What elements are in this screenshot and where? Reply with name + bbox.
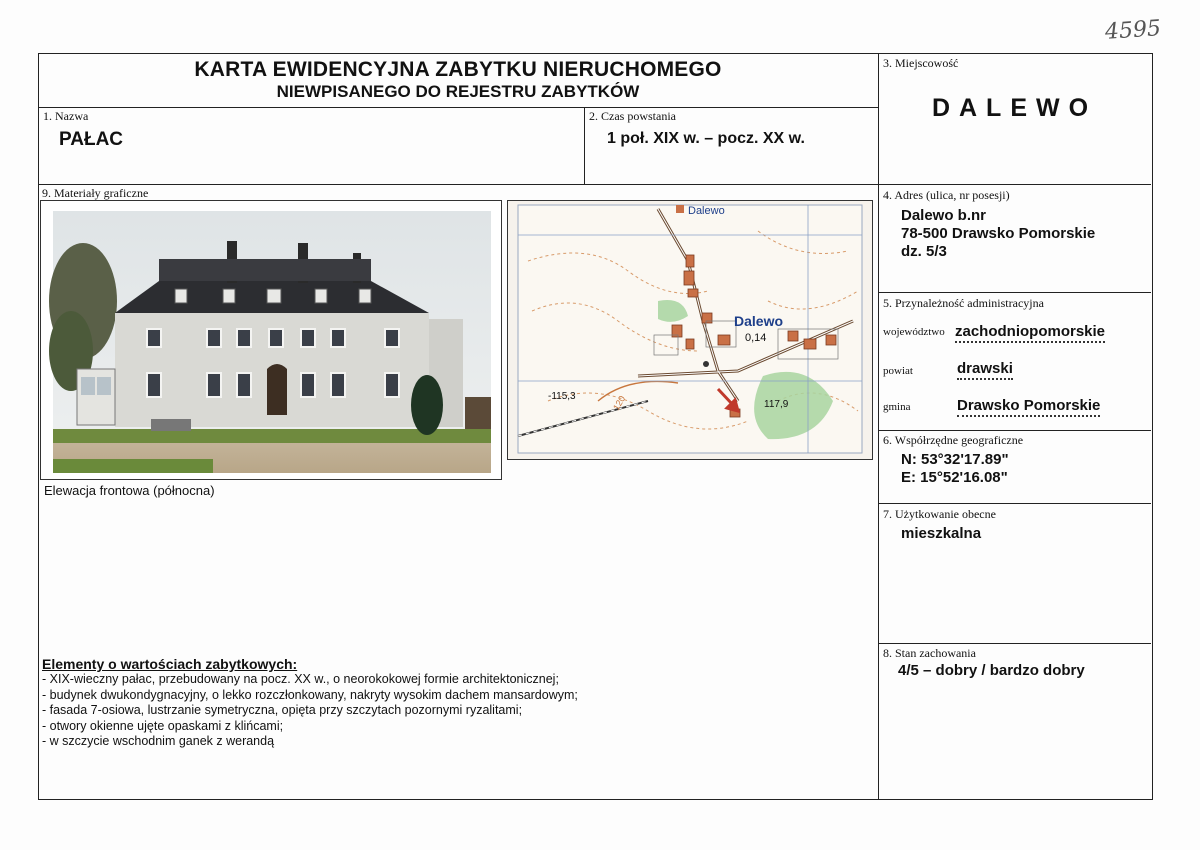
photo-caption: Elewacja frontowa (północna) — [44, 483, 215, 498]
admin-label: 5. Przynależność administracyjna — [883, 296, 1044, 310]
name-value: PAŁAC — [59, 129, 124, 150]
map-label-village: Dalewo — [734, 313, 784, 329]
card-subtitle: NIEWPISANEGO DO REJESTRU ZABYTKÓW — [276, 82, 640, 101]
graphics-label: 9. Materiały graficzne — [42, 186, 149, 200]
map-label-contour: 120 — [611, 393, 628, 412]
usage-value: mieszkalna — [901, 525, 982, 542]
map-label-elev-right: 117,9 — [764, 399, 789, 410]
address-label: 4. Adres (ulica, nr posesji) — [883, 188, 1010, 202]
commune-value: Drawsko Pomorskie — [957, 397, 1100, 417]
coords-e: E: 15°52'16.08" — [901, 469, 1008, 486]
map-label-village-top: Dalewo — [688, 205, 725, 217]
divider-address-bottom — [878, 292, 1151, 293]
divider-admin-bottom — [878, 430, 1151, 431]
coords-label: 6. Współrzędne geograficzne — [883, 433, 1024, 447]
condition-label: 8. Stan zachowania — [883, 646, 976, 660]
county-value: drawski — [957, 360, 1013, 380]
name-label: 1. Nazwa — [43, 109, 89, 123]
map-label-elev-left: -115,3 — [548, 391, 576, 402]
commune-label: gmina — [883, 401, 911, 413]
locality-label: 3. Miejscowość — [883, 56, 959, 70]
divider-name-period — [584, 107, 585, 185]
voivodeship-label: województwo — [883, 326, 945, 338]
card-title: KARTA EWIDENCYJNA ZABYTKU NIERUCHOMEGO — [194, 58, 722, 81]
values-item-1: - XIX-wieczny pałac, przebudowany na pocz. XX w., o neorokokowej formie architektonicznej; — [42, 672, 559, 686]
address-line3: dz. 5/3 — [901, 243, 947, 260]
values-item-5: - w szczycie wschodnim ganek z werandą — [42, 734, 275, 748]
period-label: 2. Czas powstania — [589, 109, 676, 123]
period-value: 1 poł. XIX w. – pocz. XX w. — [607, 130, 805, 147]
divider-coords-bottom — [878, 503, 1151, 504]
divider-right-column — [878, 53, 879, 799]
values-item-4: - otwory okienne ujęte opaskami z klińcami; — [42, 718, 284, 733]
values-item-3: - fasada 7-osiowa, lustrzanie symetryczna, opięta przy szczytach pozornymi ryzalitami; — [42, 703, 523, 717]
condition-value: 4/5 – dobry / bardzo dobry — [898, 662, 1085, 679]
topographic-map-image — [508, 201, 872, 459]
divider-title-bottom — [38, 107, 878, 108]
values-section — [42, 656, 872, 750]
usage-label: 7. Użytkowanie obecne — [883, 507, 996, 521]
divider-header-bottom — [38, 184, 1151, 185]
county-label: powiat — [883, 365, 913, 377]
voivodeship-value: zachodniopomorskie — [955, 323, 1105, 343]
values-item-2: - budynek dwukondygnacyjny, o lekko rozczłonkowany, nakryty wysokim dachem mansardowym; — [42, 687, 578, 702]
divider-usage-bottom — [878, 643, 1151, 644]
map-label-village-value: 0,14 — [745, 332, 767, 344]
location-map — [507, 200, 873, 460]
palace-facade-image — [41, 201, 501, 479]
building-photo — [40, 200, 502, 480]
address-line1: Dalewo b.nr — [901, 207, 987, 224]
locality-value: DALEWO — [931, 94, 1098, 122]
scan-number: 4595 — [1104, 16, 1162, 45]
address-line2: 78-500 Drawsko Pomorskie — [901, 225, 1096, 242]
values-title: Elementy o wartościach zabytkowych: — [42, 656, 298, 672]
coords-n: N: 53°32'17.89" — [901, 451, 1009, 468]
